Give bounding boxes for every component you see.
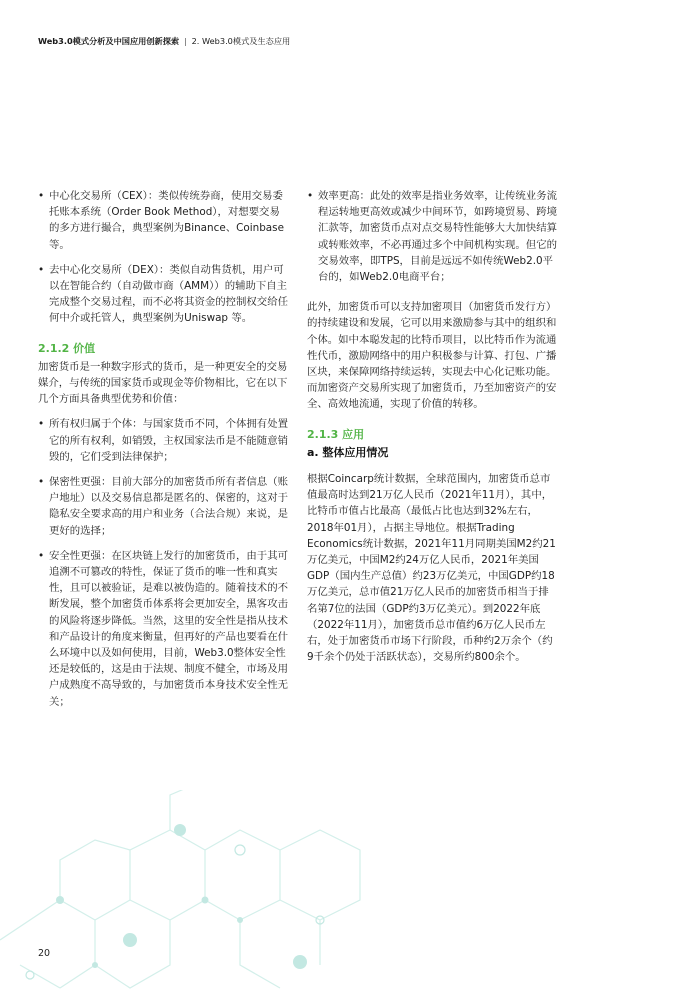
bullet-cex: • 中心化交易所（CEX）：类似传统券商，使用交易委托账本系统（Order Book Method），对想要交易的多方进行撮合，典型案例为Binance、Coinbase 等。	[38, 188, 290, 253]
running-header	[38, 36, 290, 47]
network-decoration	[0, 790, 420, 990]
bullet-security: • 安全性更强：在区块链上发行的加密货币，由于其可追溯不可篡改的特性，保证了货币的唯一性和真实性，且可以被验证，是难以被伪造的。随着技术的不断发展，整个加密货币体系将会更加安全，黑客攻击的风险将逐步降低。当然，这里的安全性是指从技术和产品设计的角度来衡量，但再好的产品也要看在什么环境中以及如何使用，目前，Web3.0整体安全性还是较低的，这是由于法规、制度不健全，市场及用户成熟度不高导致的，与加密货币本身技术安全性无关；	[38, 548, 290, 710]
section-heading-value: 2.1.2 价值	[38, 341, 96, 355]
bullet-dex: • 去中心化交易所（DEX）：类似自动售货机，用户可以在智能合约（自动做市商（AMM））的辅助下自主完成整个交易过程，而不必将其资金的控制权交给任何中介或托管人，典型案例为Uniswap 等。	[38, 262, 290, 327]
market-data-paragraph: 根据Coincarp统计数据，全球范围内，加密货币总市值最高时达到21万亿人民币（2021年11月），其中，比特币市值占比最高（最低占比也达到32%左右，2018年01月），占据主导地位。根据Trading Economics统计数据，2021年11月同期美国M2约21万亿美元，中国M2约24万亿人民币，2021年美国GDP（国内生产总值）约23万亿美元，中国GDP约18万亿美元，总市值21万亿人民币的加密货币相当于排名第7位的法国（GDP约3万亿美元）。到2022年底（2022年11月），加密货币总市值约6万亿人民币左右，处于加密货币市场下行阶段，币种约2万余个（约9千余个仍处于活跃状态），交易所约800余个。	[307, 473, 556, 664]
bullet-efficiency: • 效率更高：此处的效率是指业务效率，让传统业务流程运转地更高效或减少中间环节，如跨境贸易、跨境汇款等，加密货币点对点交易特性能够大大加快结算或转账效率，不必再通过多个中间机构实现。但它的交易效率，即TPS，目前是远远不如传统Web2.0平台的，如Web2.0电商平台；	[307, 188, 558, 285]
page-number: 20	[38, 948, 51, 959]
header-separator: |	[183, 36, 187, 46]
header-title: Web3.0模式分析及中国应用创新探索	[38, 36, 180, 46]
bullet-ownership: • 所有权归属于个体：与国家货币不同，个体拥有处置它的所有权利，如销毁，主权国家法币是不能随意销毁的，它们受到法律保护；	[38, 416, 290, 465]
right-column	[307, 188, 558, 674]
section-heading-application: 2.1.3 应用	[307, 427, 365, 441]
left-column	[38, 188, 290, 719]
incentive-paragraph: 此外，加密货币可以支持加密项目（加密货币发行方）的持续建设和发展，它可以用来激励参与其中的组织和个体。如中本聪发起的比特币项目，以比特币作为流通性代币，激励网络中的用户积极参与计算、打包、广播区块，来保障网络持续运转，实现去中心化记账功能。而加密资产交易所实现了加密货币，乃至加密资产的安全、高效地流通，实现了价值的转移。	[307, 301, 557, 411]
bullet-privacy: • 保密性更强：目前大部分的加密货币所有者信息（账户地址）以及交易信息都是匿名的、保密的，这对于隐私安全要求高的用户和业务（合法合规）来说，是更好的选择；	[38, 474, 290, 539]
sub-heading-overall: a. 整体应用情况	[307, 445, 389, 459]
header-section: 2. Web3.0模式及生态应用	[191, 36, 291, 46]
value-intro-paragraph: 加密货币是一种数字形式的货币，是一种更安全的交易媒介，与传统的国家货币或现金等价物相比，它在以下几个方面具备典型优势和价值：	[38, 360, 288, 406]
